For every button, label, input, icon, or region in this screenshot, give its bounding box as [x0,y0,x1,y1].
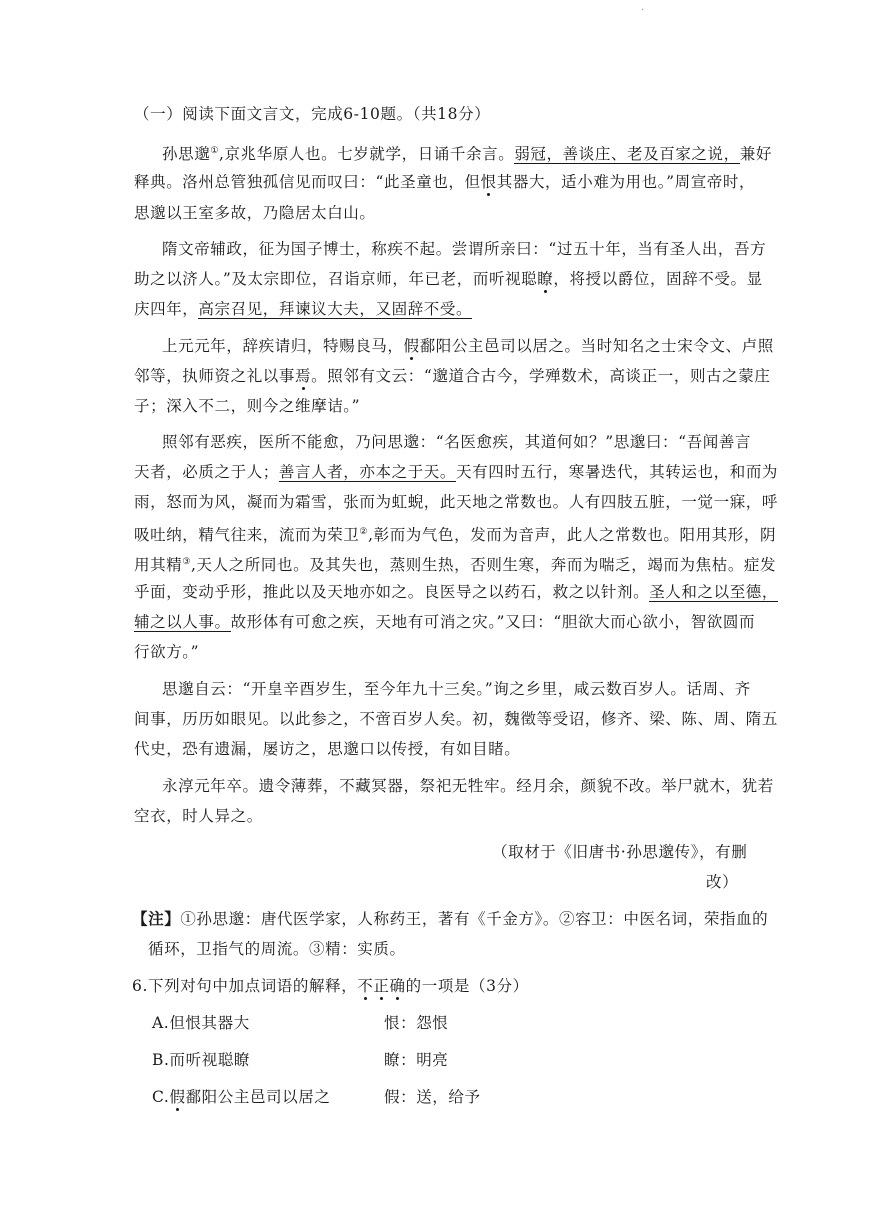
option-c-definition: 假：送，给予 [384,1088,481,1106]
text-span: ，将授以爵位，固辞不受。显 [553,270,763,288]
text-span: ,彰而为气色，发而为音声，此人之常数也。阳用其形，阴 [368,526,777,545]
option-b-label: B.而听视聪瞭 [152,1051,251,1069]
passage-p4-line7 [134,612,755,632]
passage-p3-line1 [162,336,774,356]
notes-label: 【注】 [132,909,181,928]
underlined-sentence: 辅之以人事。 [134,613,231,631]
passage-p4-line5 [134,552,776,575]
dotted-word: 不 [357,977,374,995]
passage-p1-line2 [134,172,755,192]
header-mark: . [641,2,645,13]
passage-p1-line1 [162,141,772,164]
text-span: 邻等，执师资之礼以事 [134,367,296,385]
passage-p4-line2 [134,462,778,482]
dotted-word: 假 [403,337,420,355]
footnote-ref: ③ [182,557,191,567]
option-a-definition: 恨：怨恨 [384,1014,449,1032]
passage-p4-line3: 雨，怒而为风，凝而为霜雪，张而为虹蜺，此天地之常数也。人有四肢五脏，一觉一寐，呼 [134,493,779,511]
passage-p1-line3: 思邈以王室多故，乃隐居太白山。 [134,204,376,222]
underlined-sentence: 善言人者，亦本之于天。 [278,463,457,481]
text-span: 用其精 [134,556,183,575]
footnote-ref: ② [359,527,369,537]
text-span: 庆四年， [134,300,199,318]
text-span: ,京兆华原人也。七岁就学，日诵千余言。 [218,145,515,164]
text-span: 6.下列对句中加点词语的解释， [132,977,358,995]
passage-p5-line1: 思邈自云：“开皇辛酉岁生，至今年九十三矣。”询之乡里，咸云数百岁人。话周、齐 [162,680,751,698]
passage-p4-line4 [134,522,776,545]
text-span: 天有四时五行，寒暑迭代，其转运也，和而为 [456,463,779,481]
text-span: 鄱阳公主邑司以居之。当时知名之士宋令文、卢照 [419,337,774,355]
passage-p6-line1: 永淳元年卒。遗令薄葬，不藏冥器，祭祀无牲牢。经月余，颜貌不改。举尸就木，犹若 [162,777,774,795]
footnote-ref: ① [210,146,219,156]
passage-p4-line6 [134,582,778,602]
dotted-word: 正 [373,977,390,995]
text-span: ①孙思邈：唐代医学家，人称药王，著有《千金方》。②容卫：中医名词，荣指血的 [180,910,769,928]
notes-line2: 循环，卫指气的周流。③精：实质。 [148,940,406,958]
passage-p2-line2 [134,269,763,289]
text-span: 兼好 [739,145,772,164]
text-span: 乎面，变动乎形，推此以及天地亦如之。良医导之以药石，救之以针剂。 [134,583,650,601]
underlined-sentence: 弱冠，善谈庄、老及百家之说， [514,145,740,164]
passage-p5-line2: 间事，历历如眼见。以此参之，不啻百岁人矣。初，魏徵等受诏，修齐、梁、陈、周、隋五 [134,710,779,728]
passage-p4-line8: 行欲方。” [134,643,200,661]
text-span: 故形体有可愈之疾，天地有可消之灾。”又曰：“胆欲大而心欲小，智欲圆而 [230,613,756,631]
text-span: 释典。洛州总管独孤信见而叹曰：“此圣童也，但 [134,173,481,191]
option-c-label [152,1087,330,1107]
text-span: 天者，必质之于人； [134,463,279,481]
passage-p4-line1: 照邻有恶疾，医所不能愈，乃问思邈：“名医愈疾，其道何如？”思邈曰：“吾闻善言 [162,433,752,451]
text-span: C. [152,1088,170,1106]
dotted-word: 焉 [295,367,312,385]
section-title: （一）阅读下面文言文，完成6-10题。（共18分） [134,105,491,123]
underlined-sentence: 高宗召见，拜谏议大夫，又固辞不受。 [198,300,473,318]
notes-line1 [132,909,768,929]
text-span: 吸吐纳，精气往来，流而为荣卫 [134,526,360,545]
text-span: 。照邻有文云：“邈道合古今，学殚数术，高谈正一，则古之蒙庄 [311,367,771,385]
dotted-word: 恨 [480,173,497,191]
passage-p2-line1: 隋文帝辅政，征为国子博士，称疾不起。尝谓所亲曰：“过五十年，当有圣人出，吾方 [162,240,767,258]
passage-p2-line3 [134,299,472,319]
text-span: 其器大，适小难为用也。”周宣帝时， [496,173,756,191]
passage-p3-line2 [134,366,770,386]
dotted-word: 确 [389,977,406,995]
source-citation-line2: 改） [706,873,739,891]
passage-p3-line3: 子；深入不二，则今之维摩诘。” [134,397,361,415]
text-span: 助之以济人。”及太宗即位，召诣京师，年已老，而听视聪 [134,270,538,288]
text-span: 鄱阳公主邑司以居之 [185,1088,331,1106]
underlined-sentence: 圣人和之以至德， [649,583,779,601]
source-citation-line1: （取材于《旧唐书·孙思邈传》，有删 [492,843,748,861]
passage-p5-line3: 代史，恐有遗漏，屡访之，思邈口以传授，有如目睹。 [134,740,521,758]
passage-p6-line2: 空衣，时人异之。 [134,807,263,825]
dotted-word: 假 [169,1088,186,1106]
dotted-word: 瞭 [537,270,554,288]
option-a-label: A.但恨其器大 [152,1014,250,1032]
text-span: ,天人之所同也。及其失也，蒸则生热，否则生寒，奔而为喘乏，竭而为焦枯。症发 [190,556,777,575]
text-span: 的一项是（3分） [405,977,529,995]
text-span: 上元元年，辞疾请归，特赐良马， [162,337,404,355]
text-span: 孙思邈 [162,145,211,164]
question6-stem [132,976,529,996]
option-b-definition: 瞭：明亮 [384,1051,449,1069]
